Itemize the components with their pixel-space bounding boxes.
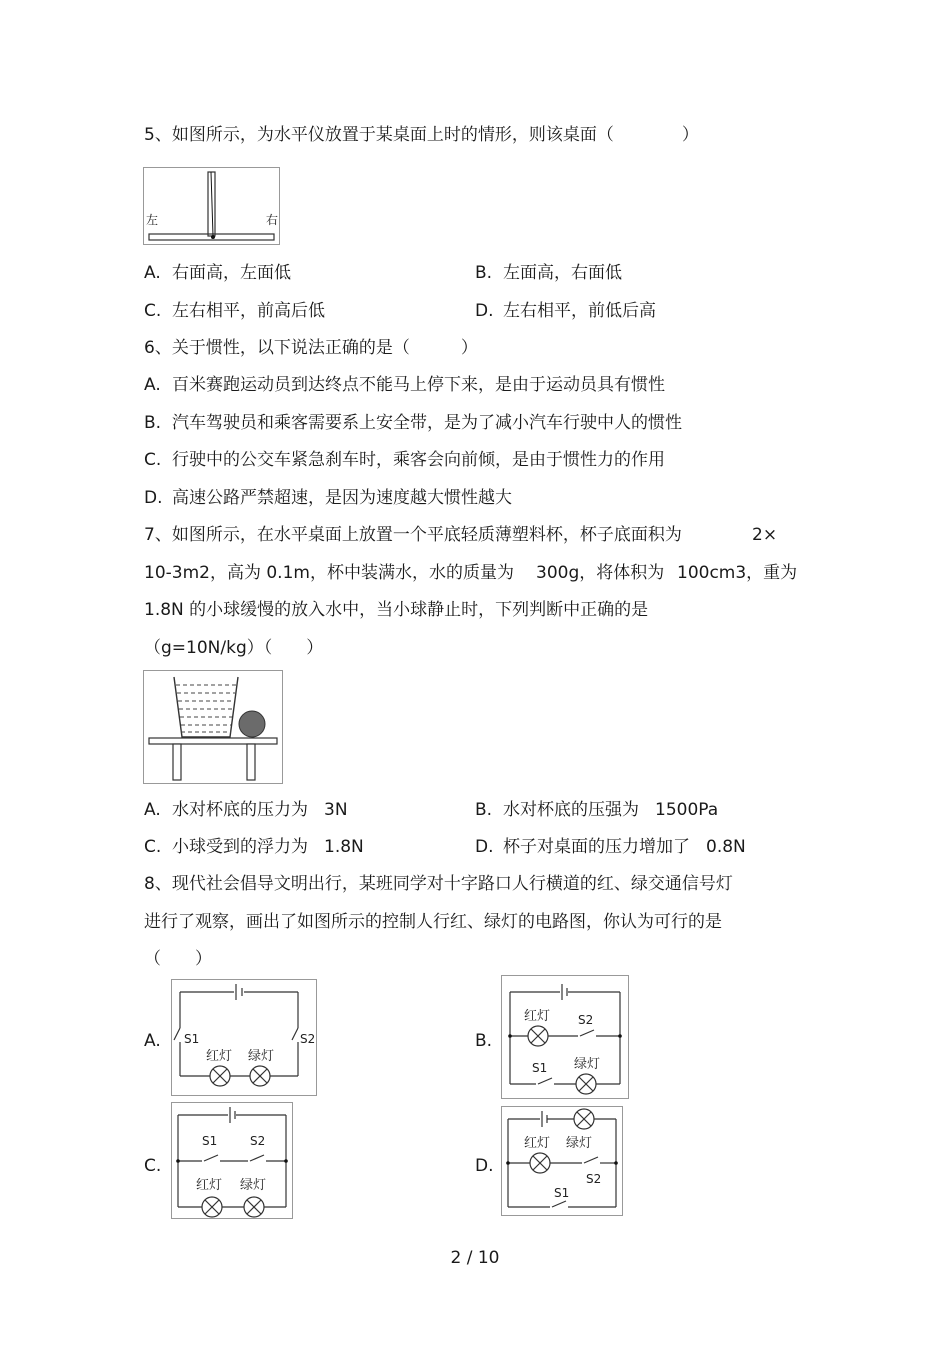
q6-option-a: A. 百米赛跑运动员到达终点不能马上停下来，是由于运动员具有惯性 [144, 375, 665, 395]
circuit-d-s2: S2 [586, 1172, 602, 1186]
q7-line2: 10-3m2，高为 0.1m，杯中装满水，水的质量为 [144, 563, 514, 583]
circuit-d-green: 绿灯 [566, 1136, 593, 1151]
q8-line2: 进行了观察，画出了如图所示的控制人行红、绿灯的电路图，你认为可行的是 [144, 912, 722, 932]
circuit-c [171, 1102, 293, 1219]
q7-option-a: A. 水对杯底的压力为 3N [144, 800, 348, 820]
circuit-d-letter: D. [475, 1156, 494, 1176]
circuit-b-letter: B. [475, 1031, 493, 1051]
q5-option-a: A. 右面高，左面低 [144, 263, 291, 283]
q5-option-b: B. 左面高，右面低 [475, 263, 622, 283]
circuit-c-red: 红灯 [196, 1178, 223, 1193]
circuit-a-red: 红灯 [206, 1049, 233, 1064]
q8-line3: （ ） [144, 949, 212, 969]
circuit-a [171, 979, 317, 1096]
fig-right-label: 右 [266, 213, 279, 227]
circuit-d [501, 1106, 623, 1216]
circuit-b-red: 红灯 [524, 1009, 551, 1024]
fig-left-label: 左 [146, 213, 159, 227]
level-figure [143, 167, 280, 245]
q5-option-c: C. 左右相平，前高后低 [144, 301, 325, 321]
circuit-d-s1: S1 [554, 1186, 570, 1200]
q7-line3: 1.8N 的小球缓慢的放入水中，当小球静止时，下列判断中正确的是 [144, 600, 649, 620]
q7-option-b: B. 水对杯底的压强为 1500Pa [475, 800, 719, 820]
q6-stem: 6、关于惯性，以下说法正确的是（ ） [144, 338, 478, 358]
page-number: 2 / 10 [450, 1248, 500, 1268]
q7-line1-tail: 2× [752, 525, 778, 545]
circuit-b-s1: S1 [532, 1061, 548, 1075]
q6-option-d: D. 高速公路严禁超速，是因为速度越大惯性越大 [144, 488, 512, 508]
q7-line4: （g=10N/kg）（ ） [144, 638, 324, 658]
circuit-d-red: 红灯 [524, 1136, 551, 1151]
q6-option-c: C. 行驶中的公交车紧急刹车时，乘客会向前倾，是由于惯性力的作用 [144, 450, 665, 470]
circuit-c-green: 绿灯 [240, 1178, 267, 1193]
circuit-c-s2: S2 [250, 1134, 266, 1148]
q8-line1: 8、现代社会倡导文明出行，某班同学对十字路口人行横道的红、绿交通信号灯 [144, 874, 733, 894]
q7-line1: 7、如图所示，在水平桌面上放置一个平底轻质薄塑料杯，杯子底面积为 [144, 525, 682, 545]
circuit-a-s1: S1 [184, 1032, 200, 1046]
q7-option-c: C. 小球受到的浮力为 1.8N [144, 837, 364, 857]
q5-stem: 5、如图所示，为水平仪放置于某桌面上时的情形，则该桌面（ ） [144, 125, 699, 145]
q5-option-d: D. 左右相平，前低后高 [475, 301, 656, 321]
circuit-a-green: 绿灯 [248, 1049, 275, 1064]
q6-option-b: B. 汽车驾驶员和乘客需要系上安全带，是为了减小汽车行驶中人的惯性 [144, 413, 682, 433]
circuit-b [501, 975, 629, 1099]
q7-line2-tail: 100cm3，重为 [677, 563, 798, 583]
circuit-c-s1: S1 [202, 1134, 218, 1148]
circuit-b-green: 绿灯 [574, 1057, 601, 1072]
circuit-a-letter: A. [144, 1031, 161, 1051]
circuit-c-letter: C. [144, 1156, 162, 1176]
circuit-a-s2: S2 [300, 1032, 316, 1046]
q7-option-d: D. 杯子对桌面的压力增加了 0.8N [475, 837, 746, 857]
cup-figure [143, 670, 283, 784]
q7-line2-mid: 300g，将体积为 [536, 563, 665, 583]
circuit-b-s2: S2 [578, 1013, 594, 1027]
